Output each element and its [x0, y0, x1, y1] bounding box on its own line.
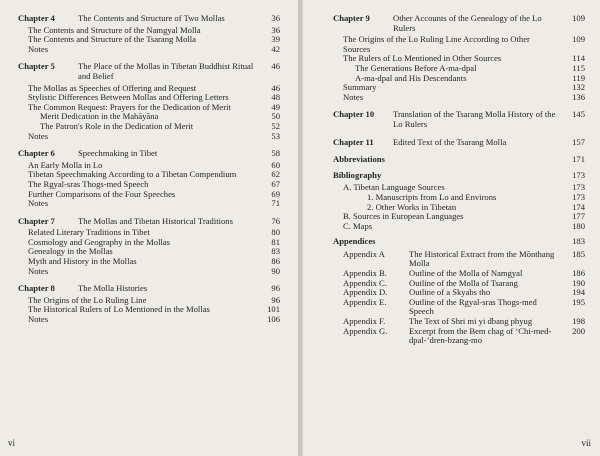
entry-text: The Historical Rulers of Lo Mentioned in the Mollas	[28, 304, 210, 315]
appendix-page: 190	[572, 277, 585, 288]
entry-page: 106	[267, 314, 280, 325]
entry-text: Genealogy in the Mollas	[28, 246, 113, 257]
entry-text: C. Maps	[343, 220, 373, 231]
entry-page: 81	[271, 236, 280, 247]
entry-page: 52	[271, 120, 280, 131]
right-page	[302, 0, 600, 456]
entry-text: 2. Other Works in Tibetan	[367, 201, 457, 212]
toc-entry	[18, 305, 280, 315]
entry-page: 174	[572, 201, 585, 212]
section-label: Abbreviations	[333, 154, 385, 165]
entry-text: The Contents and Structure of the Tsarang Molla	[28, 34, 196, 45]
chapter-label: Chapter 10	[333, 109, 375, 120]
entry-page: 80	[271, 227, 280, 238]
chapter-page: 76	[271, 215, 280, 226]
left-page	[0, 0, 299, 456]
entry-text: The Rgyal-sras Thogs-med Speech	[28, 178, 149, 189]
chapter-heading	[18, 149, 280, 159]
entry-page: 180	[572, 220, 585, 231]
toc-entry	[18, 315, 280, 325]
entry-text: Tibetan Speechmaking According to a Tibetan Compendium	[28, 169, 237, 180]
entry-page: 132	[572, 82, 585, 93]
chapter-7	[18, 217, 280, 277]
appendix-page: 195	[572, 296, 585, 307]
entry-text: Notes	[28, 130, 49, 141]
entry-text: B. Sources in European Languages	[343, 211, 464, 222]
appendix-title: Outline of the Molla of Tsarang	[409, 277, 518, 288]
entry-page: 60	[271, 159, 280, 170]
entry-text: A-ma-dpal and His Descendants	[355, 72, 467, 83]
entry-page: 101	[267, 304, 280, 315]
entry-page: 136	[572, 91, 585, 102]
entry-page: 109	[572, 34, 585, 45]
entry-page: 173	[572, 182, 585, 193]
entry-text: Notes	[28, 265, 49, 276]
chapter-heading	[333, 14, 585, 33]
chapter-title: The Place of the Mollas in Tibetan Buddhist Ritual and Belief	[78, 61, 254, 81]
appendix-entry	[333, 250, 585, 269]
entry-text: The Origins of the Lo Ruling Line	[28, 294, 147, 305]
chapter-page: 36	[271, 13, 280, 23]
chapter-page: 58	[271, 148, 280, 159]
bibliography-heading	[333, 171, 585, 181]
entry-page: 67	[271, 178, 280, 189]
entry-page: 83	[271, 246, 280, 257]
chapter-9	[333, 14, 585, 102]
chapter-title: Speechmaking in Tibet	[78, 148, 158, 159]
toc-right	[333, 14, 585, 346]
chapter-page: 157	[572, 136, 585, 147]
toc-entry	[333, 35, 585, 54]
appendix-page: 185	[572, 248, 585, 259]
entry-page: 48	[271, 92, 280, 103]
chapter-11	[333, 138, 585, 148]
chapter-heading	[333, 138, 585, 148]
entry-page: 50	[271, 111, 280, 122]
entry-text: A. Tibetan Language Sources	[343, 182, 445, 193]
chapter-title: Translation of the Tsarang Molla History of the Lo Rulers	[393, 109, 556, 129]
chapter-page: 96	[271, 283, 280, 294]
entry-text: The Origins of the Lo Ruling Line According to Other Sources	[343, 34, 530, 54]
chapter-heading	[18, 62, 280, 81]
toc-entry	[18, 35, 280, 45]
chapter-label: Chapter 4	[18, 13, 55, 23]
entry-text: Stylistic Differences Between Mollas and Offering Letters	[28, 92, 229, 103]
chapter-heading	[18, 217, 280, 227]
chapter-title: Edited Text of the Tsarang Molla	[393, 136, 507, 147]
toc-left	[18, 14, 280, 333]
toc-entry	[333, 222, 585, 232]
toc-entry	[333, 93, 585, 103]
entry-page: 90	[271, 265, 280, 276]
page-number-left: vi	[8, 438, 16, 448]
chapter-label: Chapter 5	[18, 61, 55, 72]
entry-text: The Mollas as Speeches of Offering and Request	[28, 82, 197, 93]
entry-page: 96	[271, 294, 280, 305]
entry-text: 1. Manuscripts from Lo and Environs	[367, 191, 497, 202]
entry-page: 49	[271, 101, 280, 112]
appendix-title: Outline of the Molla of Namgyal	[409, 268, 523, 279]
toc-entry	[18, 257, 280, 267]
entry-text: Notes	[28, 198, 49, 209]
entry-page: 177	[572, 211, 585, 222]
chapter-6	[18, 149, 280, 209]
page-number-right: vii	[581, 438, 591, 448]
chapter-title: The Molla Histories	[78, 283, 148, 294]
section-page: 183	[572, 236, 585, 247]
entry-page: 42	[271, 43, 280, 54]
appendix-entry	[333, 298, 585, 317]
chapter-5	[18, 62, 280, 141]
appendix-label: Appendix G.	[343, 325, 388, 336]
entry-text: Notes	[28, 314, 49, 325]
appendix-page: 194	[572, 287, 585, 298]
section-label: Bibliography	[333, 169, 382, 180]
entry-text: Myth and History in the Mollas	[28, 256, 137, 267]
appendix-page: 198	[572, 316, 585, 327]
entry-text: The Common Request: Prayers for the Dedication of Merit	[28, 101, 231, 112]
section-page: 173	[572, 169, 585, 180]
section-label: Appendices	[333, 236, 376, 247]
appendix-title: The Historical Extract from the Mōnthang Molla	[409, 248, 555, 269]
entry-text: Summary	[343, 82, 377, 93]
entry-text: The Generations Before A-ma-dpal	[355, 62, 477, 73]
toc-entry	[18, 267, 280, 277]
entry-text: Notes	[343, 91, 364, 102]
entry-page: 71	[271, 198, 280, 209]
entry-page: 36	[271, 24, 280, 35]
chapter-page: 145	[572, 109, 585, 120]
appendix-title: The Text of Shri mi yi dbang phyug	[409, 316, 533, 327]
entry-text: Merit Dedication in the Mahāyāna	[40, 111, 159, 122]
toc-entry	[18, 45, 280, 55]
chapter-label: Chapter 9	[333, 13, 370, 23]
toc-entry	[333, 83, 585, 93]
appendix-page: 200	[572, 325, 585, 336]
chapter-4	[18, 14, 280, 54]
appendix-label: Appendix F.	[343, 316, 386, 327]
entry-page: 114	[572, 53, 585, 64]
chapter-title: Other Accounts of the Genealogy of the Lo Rulers	[393, 13, 542, 33]
entry-text: Notes	[28, 43, 49, 54]
toc-entry	[18, 132, 280, 142]
appendix-label: Appendix C.	[343, 277, 387, 288]
section-page: 171	[572, 154, 585, 165]
entry-page: 69	[271, 188, 280, 199]
entry-text: Further Comparisons of the Four Speeches	[28, 188, 176, 199]
toc-entry	[18, 199, 280, 209]
appendix-page: 186	[572, 268, 585, 279]
appendix-label: Appendix A	[343, 248, 385, 259]
appendix-label: Appendix E.	[343, 296, 387, 307]
chapter-label: Chapter 8	[18, 283, 55, 294]
toc-entry	[18, 190, 280, 200]
appendix-label: Appendix D.	[343, 287, 388, 298]
entry-page: 115	[572, 62, 585, 73]
entry-page: 119	[572, 72, 585, 83]
appendix-label: Appendix B.	[343, 268, 387, 279]
entry-text: Cosmology and Geography in the Mollas	[28, 236, 171, 247]
entry-text: The Patron's Role in the Dedication of Merit	[40, 120, 194, 131]
chapter-page: 46	[271, 61, 280, 72]
entry-text: The Contents and Structure of the Namgyal Molla	[28, 24, 201, 35]
chapter-title: The Contents and Structure of Two Mollas	[78, 13, 225, 23]
entry-page: 39	[271, 34, 280, 45]
appendix-title: Outline of the Rgyal-sras Thogs-med Speech	[409, 296, 537, 317]
chapter-label: Chapter 6	[18, 148, 55, 159]
chapter-heading	[18, 284, 280, 294]
entry-text: The Rulers of Lo Mentioned in Other Sources	[343, 53, 502, 64]
appendix-entry	[333, 327, 585, 346]
appendix-title: Outline of a Skyabs tho	[409, 287, 491, 298]
chapter-10	[333, 110, 585, 129]
chapter-heading	[333, 110, 585, 129]
abbreviations-heading	[333, 155, 585, 165]
chapter-page: 109	[572, 13, 585, 23]
chapter-label: Chapter 7	[18, 215, 55, 226]
chapter-title: The Mollas and Tibetan Historical Traditions	[78, 215, 233, 226]
appendices-heading	[333, 237, 585, 247]
chapter-label: Chapter 11	[333, 136, 374, 147]
chapter-heading	[18, 14, 280, 24]
toc-entry	[18, 122, 280, 132]
entry-page: 53	[271, 130, 280, 141]
entry-page: 86	[271, 256, 280, 267]
entry-text: An Early Molla in Lo	[28, 159, 103, 170]
entry-page: 173	[572, 191, 585, 202]
appendix-title: Excerpt from the Bem chag of ‘Chi-med-dpal-’dren-bzang-mo	[409, 325, 552, 346]
entry-page: 62	[271, 169, 280, 180]
chapter-8	[18, 284, 280, 324]
entry-page: 46	[271, 82, 280, 93]
entry-text: Related Literary Traditions in Tibet	[28, 227, 150, 238]
